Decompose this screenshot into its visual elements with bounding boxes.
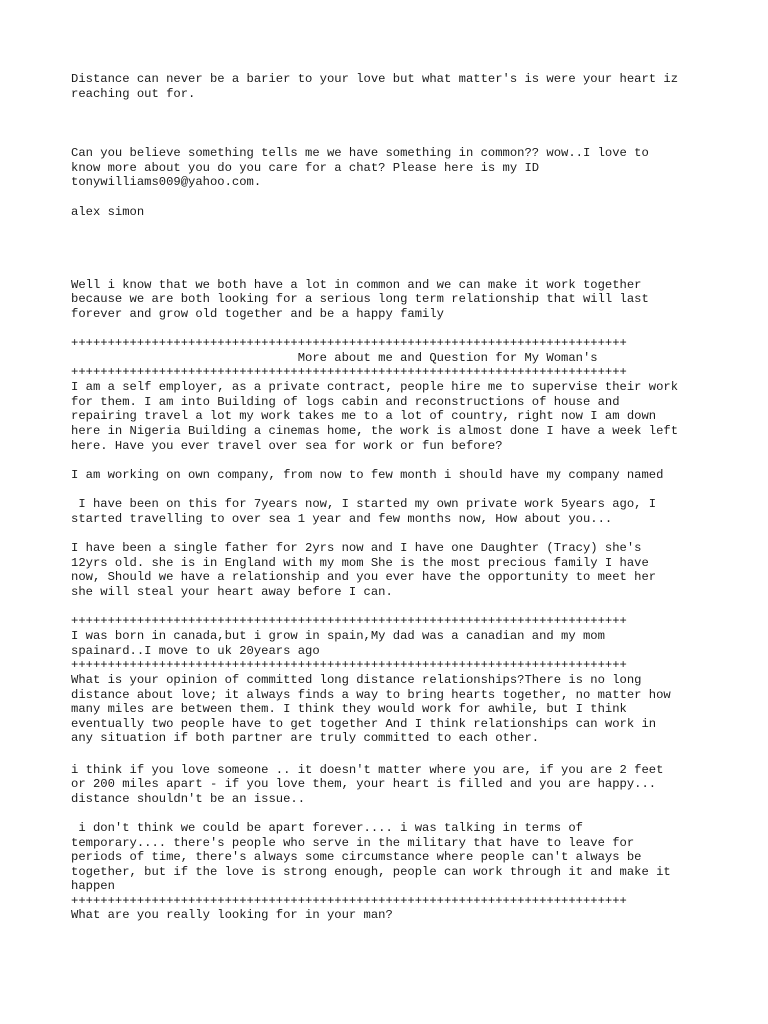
text-line: I have been on this for 7years now, I started my own private work 5years ago, I [71, 497, 657, 511]
text-line: repairing travel a lot my work takes me to a lot of country, right now I am down [71, 409, 657, 423]
text-line: or 200 miles apart - if you love them, your heart is filled and you are happy... [71, 777, 657, 791]
text-line: here. Have you ever travel over sea for work or fun before? [71, 439, 503, 453]
text-line: I am a self employer, as a private contract, people hire me to supervise their work [71, 380, 679, 394]
text-line: because we are both looking for a serious long term relationship that will last [71, 292, 649, 306]
divider-line: ++++++++++++++++++++++++++++++++++++++++++++++++++++++++++++++++++++++++++++ [71, 894, 627, 908]
text-line: What are you really looking for in your man? [71, 908, 393, 922]
text-line: 12yrs old. she is in England with my mom She is the most precious family I have [71, 556, 649, 570]
text-line: for them. I am into Building of logs cabin and reconstructions of house and [71, 395, 620, 409]
text-line: temporary.... there's people who serve in the military that have to leave for [71, 836, 635, 850]
text-line: Distance can never be a barier to your love but what matter's is were your heart iz [71, 72, 679, 86]
text-line: started travelling to over sea 1 year and few months now, How about you... [71, 512, 613, 526]
text-line: reaching out for. [71, 87, 196, 101]
text-line: together, but if the love is strong enough, people can work through it and make it [71, 865, 671, 879]
text-line: she will steal your heart away before I can. [71, 585, 393, 599]
text-line: many miles are between them. I think they would work for awhile, but I think [71, 702, 627, 716]
text-line: tonywilliams009@yahoo.com. [71, 175, 262, 189]
text-line: I have been a single father for 2yrs now and I have one Daughter (Tracy) she's [71, 541, 642, 555]
text-line: Well i know that we both have a lot in common and we can make it work together [71, 278, 642, 292]
text-line: forever and grow old together and be a happy family [71, 307, 444, 321]
text-line: I was born in canada,but i grow in spain,My dad was a canadian and my mom [71, 629, 605, 643]
divider-line: ++++++++++++++++++++++++++++++++++++++++++++++++++++++++++++++++++++++++++++ [71, 365, 627, 379]
signature-name: alex simon [71, 205, 145, 219]
text-line: Can you believe something tells me we have something in common?? wow..I love to [71, 146, 649, 160]
text-line: any situation if both partner are truly committed to each other. [71, 731, 540, 745]
text-line: distance about love; it always finds a way to bring hearts together, no matter how [71, 688, 671, 702]
text-line: know more about you do you care for a chat? Please here is my ID [71, 161, 540, 175]
text-line: distance shouldn't be an issue.. [71, 792, 306, 806]
section-heading: More about me and Question for My Woman's [71, 351, 598, 365]
text-line: now, Should we have a relationship and you ever have the opportunity to meet her [71, 570, 657, 584]
divider-line: ++++++++++++++++++++++++++++++++++++++++++++++++++++++++++++++++++++++++++++ [71, 336, 627, 350]
text-line: here in Nigeria Building a cinemas home, the work is almost done I have a week left [71, 424, 679, 438]
text-line: i think if you love someone .. it doesn't matter where you are, if you are 2 feet [71, 763, 664, 777]
divider-line: ++++++++++++++++++++++++++++++++++++++++++++++++++++++++++++++++++++++++++++ [71, 614, 627, 628]
text-line: What is your opinion of committed long distance relationships?There is no long [71, 673, 642, 687]
text-line: happen [71, 879, 115, 893]
text-line: periods of time, there's always some circumstance where people can't always be [71, 850, 642, 864]
text-line: eventually two people have to get together And I think relationships can work in [71, 717, 657, 731]
text-line: i don't think we could be apart forever.... i was talking in terms of [71, 821, 583, 835]
text-line: I am working on own company, from now to few month i should have my company named [71, 468, 664, 482]
text-line: spainard..I move to uk 20years ago [71, 644, 320, 658]
divider-line: ++++++++++++++++++++++++++++++++++++++++++++++++++++++++++++++++++++++++++++ [71, 658, 627, 672]
